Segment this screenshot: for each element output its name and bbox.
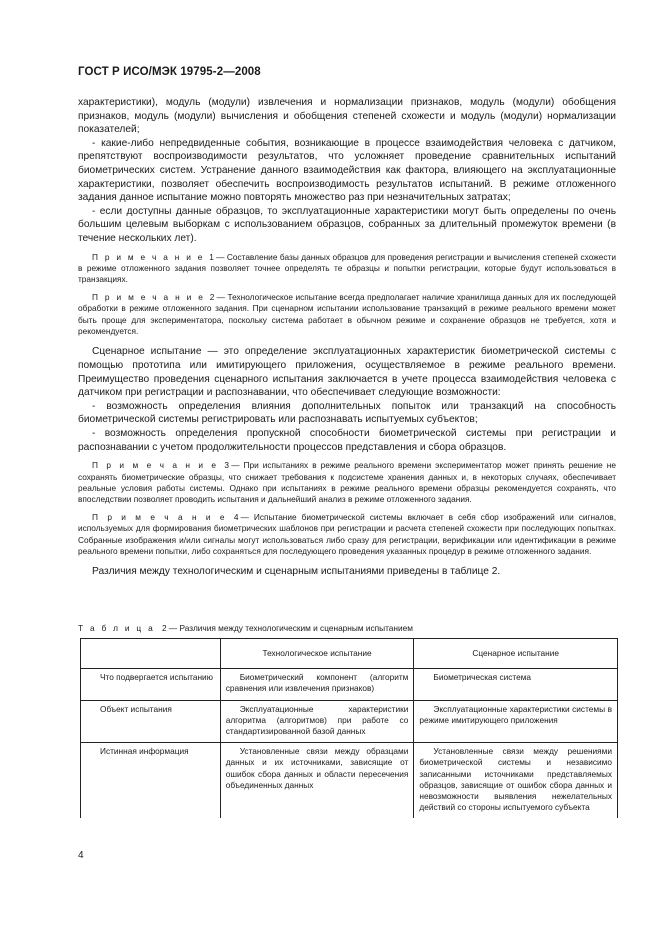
page-number: 4 (78, 850, 84, 861)
paragraph: - какие-либо непредвиденные события, возникающие в процессе взаимодействия человека с датчиком, препятствуют воспроизводимости результатов, что усложняет проведение сравнительных испытаний биометрических систем. Устранение данного взаимодействия как фактора, влияющего на эксплуатационные характеристики, позволяет обеспечить воспроизводимость результатов испытаний. В режиме отложенного задания данное испытание можно повторять множество раз при незначительных затратах; (78, 137, 616, 204)
table-cell: Объект испытания (81, 700, 221, 743)
note-1 (78, 252, 616, 286)
table-intro: Различия между технологическим и сценарным испытаниями приведены в таблице 2. (92, 566, 501, 578)
note-text: — Испытание биометрической системы включает в себя сбор изображений или сигналов, используемых для формирования биометрических шаблонов при регистрации и расчета степеней схожести при последующих попытках. Собранные изображения и/или сигналы могут использоваться либо сразу для регистрации, верификации или идентификации в режиме реального времени попытки, либо сохраняться для последующего проведения указанных процедур в режиме отложенного задания. (78, 511, 616, 556)
document-header: ГОСТ Р ИСО/МЭК 19795-2—2008 (78, 66, 261, 78)
table-header-row (81, 639, 618, 669)
main-text (78, 96, 616, 579)
table-row (81, 669, 618, 700)
note-label: П р и м е ч а н и е 1 (92, 251, 217, 262)
note-label: П р и м е ч а н и е 3 (92, 460, 232, 471)
note-4 (78, 512, 616, 558)
table-cell: Установленные связи между образцами данных и их источниками, зависящие от ошибок сбора данных и области пересечения объединенных данных (220, 743, 414, 819)
table-header-cell: Сценарное испытание (414, 639, 618, 669)
table-cell: Что подвергается испытанию (81, 669, 221, 700)
table-cell: Биометрическая система (414, 669, 618, 700)
note-text: — Составление базы данных образцов для проведения регистрации и вычисления степеней схожести в режиме отложенного задания позволяет точнее определять те образцы и попытки регистрации, которые будут использоваться в транзакциях. (78, 251, 616, 285)
paragraph: - возможность определения влияния дополнительных попыток или транзакций на способность биометрической системы регистрировать или распознавать испытуемых субъектов; (78, 400, 616, 426)
note-text: — Технологическое испытание всегда предполагает наличие хранилища данных для их последующей обработки в режиме отложенного задания. При сценарном испытании использование транзакций в режиме реального времени может быть проще для экспериментатора, поскольку система работает в обычном режиме и сохранение образцов не требуется, хотя и рекомендуется. (78, 291, 616, 336)
table-cell: Эксплуатационные характеристики алгоритма (алгоритмов) при работе со стандартизированной базой данных (220, 700, 414, 743)
table-cell: Биометрический компонент (алгоритм сравнения или извлечения признаков) (220, 669, 414, 700)
note-2 (78, 292, 616, 338)
table-caption (78, 623, 413, 633)
note-text: — При испытаниях в режиме реального времени экспериментатор может принять решение не сохранять биометрические образцы, что снижает требования к подсистеме хранения данных и, в некоторых случаях, обеспечивает реальные условия работы системы. Однако при испытаниях в режиме реального времени образцы рекомендуется сохранять, что впоследствии позволяет проводить испытания и дальнейший анализ в режиме отложенного задания. (78, 460, 616, 505)
paragraph: - возможность определения пропускной способности биометрической системы при регистрации и распознавании с учетом продолжительности процессов представления и сбора образцов. (78, 427, 616, 453)
table-cell: Эксплуатационные характеристики системы в режиме имитирующего приложения (414, 700, 618, 743)
paragraph: Сценарное испытание — это определение эксплуатационных характеристик биометрической системы с помощью прототипа или имитирующего приложения, осуществляемое в режиме реального времени. Преимущество проведения сценарного испытания заключается в учете процесса взаимодействия человека с датчиком при регистрации и распознавании, что обеспечивает следующие возможности: (78, 346, 616, 399)
comparison-table (80, 638, 618, 818)
table-row (81, 700, 618, 743)
note-label: П р и м е ч а н и е 2 (92, 291, 217, 302)
note-label: П р и м е ч а н и е 4 (92, 511, 241, 522)
table-header-cell: Технологическое испытание (220, 639, 414, 669)
paragraph: - если доступны данные образцов, то эксплуатационные характеристики могут быть определены по очень большим целевым выборкам с использованием образцов, собранных за длительный промежуток времени (в течение нескольких лет). (78, 205, 616, 244)
table-cell: Истинная информация (81, 743, 221, 819)
table-row (81, 743, 618, 819)
table-caption-text: 2 — Различия между технологическим и сценарным испытанием (161, 623, 413, 633)
table-caption-label: Т а б л и ц а (78, 623, 156, 633)
paragraph: характеристики), модуль (модули) извлечения и нормализации признаков, модуль (модули) обобщения признаков, модуль (модули) вычисления и обобщения степеней схожести и модуль (модули) нормализации показателей; (78, 97, 616, 136)
table-cell: Установленные связи между решениями биометрической системы и независимо записанными источниками представляемых образцов, зависящие от ошибок сбора данных и невозможности выявления нежелательных действий со стороны испытуемого субъекта (414, 743, 618, 819)
note-3 (78, 460, 616, 506)
table-header-cell (81, 639, 221, 669)
